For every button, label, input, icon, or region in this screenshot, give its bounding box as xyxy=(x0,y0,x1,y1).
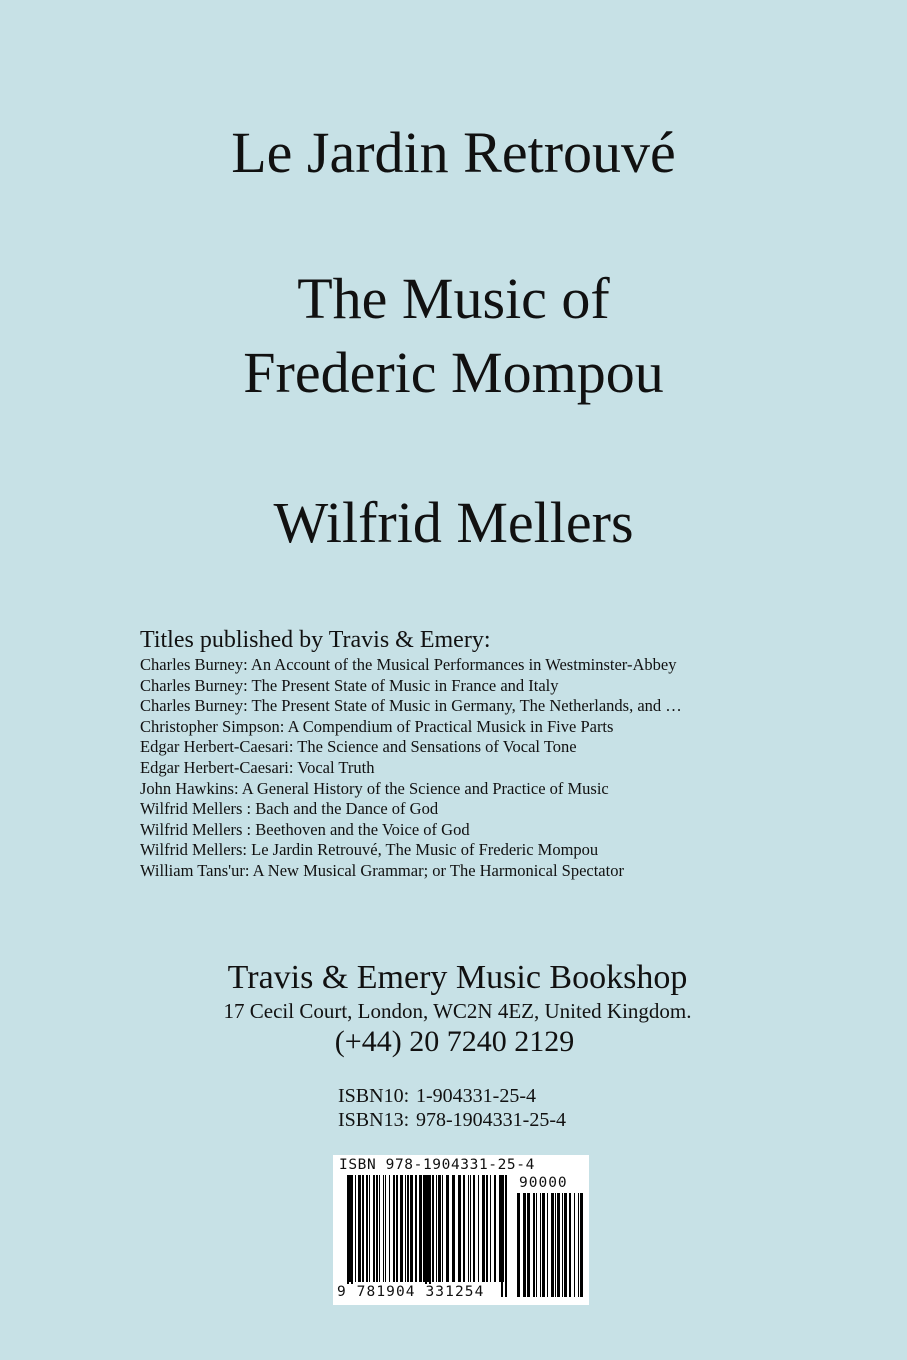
barcode-guard-bar xyxy=(347,1175,349,1297)
barcode-bar xyxy=(470,1175,471,1282)
isbn10-row xyxy=(338,1084,566,1108)
barcode-bar xyxy=(385,1175,386,1282)
barcode-bar xyxy=(452,1175,455,1282)
barcode-bar xyxy=(478,1175,479,1282)
published-title-item: Charles Burney: An Account of the Musical Performances in Westminster-Abbey xyxy=(140,655,677,674)
barcode-bar xyxy=(410,1175,413,1282)
publisher-address: 17 Cecil Court, London, WC2N 4EZ, United Kingdom. xyxy=(223,999,692,1023)
barcode-bar xyxy=(468,1175,469,1282)
barcode-bar xyxy=(419,1175,422,1282)
isbn10-label: ISBN10: xyxy=(338,1085,410,1107)
barcode-bar xyxy=(517,1193,520,1297)
barcode-bar xyxy=(557,1193,560,1297)
barcode-bar xyxy=(458,1175,461,1282)
barcode-guard-bar xyxy=(351,1175,353,1297)
barcode-bar xyxy=(446,1175,449,1282)
published-title-item: Wilfrid Mellers : Beethoven and the Voice of God xyxy=(140,819,470,839)
barcode-bar xyxy=(569,1193,571,1297)
barcode-isbn-text: ISBN 978-1904331-25-4 xyxy=(339,1157,535,1173)
barcode-bar xyxy=(436,1175,437,1282)
barcode-bar xyxy=(523,1193,526,1297)
barcode-number-text: 9 781904 331254 xyxy=(337,1284,485,1300)
barcode-bar xyxy=(536,1193,537,1297)
published-titles-heading: Titles published by Travis & Emery: xyxy=(140,627,491,653)
barcode-bar xyxy=(527,1193,530,1297)
barcode-bar xyxy=(442,1175,443,1282)
barcode-guard-bar xyxy=(429,1175,431,1297)
book-author: Wilfrid Mellers xyxy=(273,490,634,555)
published-title-item: Edgar Herbert-Caesari: Vocal Truth xyxy=(140,757,375,777)
barcode-bar xyxy=(574,1193,575,1297)
isbn13-label: ISBN13: xyxy=(338,1109,410,1131)
barcode-bar xyxy=(503,1175,504,1282)
barcode-bar xyxy=(542,1193,545,1297)
barcode-bar xyxy=(415,1175,417,1282)
barcode-guard-bar xyxy=(501,1175,503,1297)
barcode-bar xyxy=(383,1175,384,1282)
barcode-bar xyxy=(407,1175,409,1282)
barcode-bar xyxy=(555,1193,556,1297)
barcode-bar xyxy=(355,1175,356,1282)
barcode-bar xyxy=(551,1193,554,1297)
barcode-bar xyxy=(366,1175,368,1282)
barcode-bar xyxy=(369,1175,370,1282)
barcode-bar xyxy=(494,1175,496,1282)
publisher-phone: (+44) 20 7240 2129 xyxy=(334,1025,575,1058)
barcode-guard-bar xyxy=(505,1175,507,1297)
isbn13-row xyxy=(338,1108,566,1132)
barcode-bar xyxy=(490,1175,491,1282)
published-title-item: Charles Burney: The Present State of Music in France and Italy xyxy=(140,675,559,695)
barcode-bar xyxy=(499,1175,501,1282)
isbn10-value: 1-904331-25-4 xyxy=(416,1085,536,1107)
barcode-guard-bar xyxy=(425,1175,427,1297)
barcode-bar xyxy=(562,1193,563,1297)
barcode-bar xyxy=(405,1175,406,1282)
barcode-bar xyxy=(400,1175,403,1282)
barcode-bar xyxy=(432,1175,434,1282)
published-title-item: Edgar Herbert-Caesari: The Science and Sensations of Vocal Tone xyxy=(140,737,577,757)
publisher-name: Travis & Emery Music Bookshop xyxy=(227,959,688,996)
barcode-addon-text: 90000 xyxy=(519,1175,568,1191)
barcode-bar xyxy=(389,1175,390,1282)
barcode-bar xyxy=(580,1193,583,1297)
barcode-bar xyxy=(362,1175,364,1282)
book-subtitle-line2: Frederic Mompou xyxy=(243,340,664,405)
book-subtitle-line1: The Music of xyxy=(297,266,610,331)
barcode-bar xyxy=(427,1175,429,1282)
barcode-bar xyxy=(486,1175,488,1282)
barcode-bar xyxy=(564,1193,567,1297)
barcode-bar xyxy=(463,1175,465,1282)
barcode-bar xyxy=(423,1175,425,1282)
barcode xyxy=(333,1155,589,1305)
published-title-item: Charles Burney: The Present State of Music in Germany, The Netherlands, and … xyxy=(140,696,682,716)
barcode-bar xyxy=(393,1175,395,1282)
isbn-block xyxy=(338,1084,566,1132)
barcode-bar xyxy=(533,1193,535,1297)
barcode-bar xyxy=(396,1175,398,1282)
published-title-item: Wilfrid Mellers : Bach and the Dance of God xyxy=(140,799,439,819)
published-title-item: William Tans'ur: A New Musical Grammar; or The Harmonical Spectator xyxy=(140,860,624,880)
barcode-bar xyxy=(482,1175,485,1282)
published-titles-list xyxy=(140,655,840,882)
barcode-bar xyxy=(358,1175,361,1282)
barcode-bar xyxy=(373,1175,375,1282)
barcode-bar xyxy=(547,1193,548,1297)
barcode-bar xyxy=(438,1175,441,1282)
barcode-bar xyxy=(473,1175,475,1282)
isbn13-value: 978-1904331-25-4 xyxy=(416,1109,566,1131)
barcode-bar xyxy=(578,1193,579,1297)
published-title-item: John Hawkins: A General History of the Science and Practice of Music xyxy=(140,778,609,798)
book-title: Le Jardin Retrouvé xyxy=(231,120,676,185)
barcode-bar xyxy=(379,1175,380,1282)
published-titles-section xyxy=(140,625,840,882)
barcode-bar xyxy=(540,1193,541,1297)
published-title-item: Christopher Simpson: A Compendium of Practical Musick in Five Parts xyxy=(140,716,614,736)
published-title-item: Wilfrid Mellers: Le Jardin Retrouvé, The Music of Frederic Mompou xyxy=(140,840,599,860)
barcode-bar xyxy=(376,1175,378,1282)
